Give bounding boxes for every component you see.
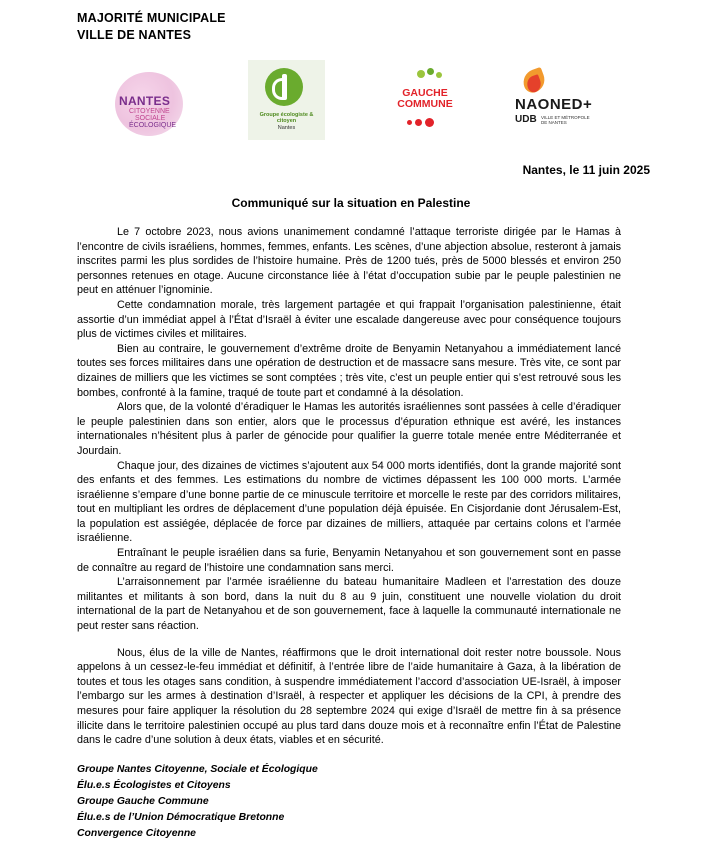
paragraph: L’arraisonnement par l’armée israélienne du bateau humanitaire Madleen et l’arrestation des douze militantes et militants à son bord, dans la nuit du 8 au 9 juin, constituent une nouvelle violation du droit international de la part de Netanyahou et de son gouvernement, face à laquelle la communauté internationale ne peut rester sans réaction. <box>77 576 621 633</box>
document-body <box>77 225 621 748</box>
paragraph: Le 7 octobre 2023, nous avions unanimement condamné l’attaque terroriste dirigée par le Hamas à l’encontre de civils israéliens, hommes, femmes, enfants. Les scènes, d’une abjection absolue, resteront à jamais inscrites parmi les plus sordides de l’histoire humaine. Près de 1200 tués, près de 5000 blessés et environ 250 personnes retenues en otage. Aucune circonstance liée à l’état d’occupation subie par le peuple palestinien ne peut en atténuer l’ignominie. <box>77 226 621 297</box>
logo-text: UDB <box>515 114 537 125</box>
logo-text: NAONED+ <box>515 96 593 113</box>
paragraph: Entraînant le peuple israélien dans sa furie, Benyamin Netanyahou et son gouvernement sont en passe de connaître au regard de l’histoire une condamnation sans merci. <box>77 547 621 574</box>
ecologiste-logo <box>248 60 325 140</box>
paragraph: Bien au contraire, le gouvernement d’extrême droite de Benyamin Netanyahou a immédiatement lancé toutes ses forces militaires dans une opération de destruction et de massacre sans mesure. Très vite, ce sont par dizaines de milliers que les victimes se sont comptées ; très vite, c’est un peuple entier qui s’est retrouvé sous les bombes, confronté à la famine, traqué de toute part et condamné à la désolation. <box>77 342 621 399</box>
dot-icon <box>415 119 422 126</box>
logo-text: NANTES <box>119 94 171 108</box>
signatures <box>77 762 318 842</box>
document-date: Nantes, le 11 juin 2025 <box>522 163 650 177</box>
signature-line: Groupe Gauche Commune <box>77 796 209 807</box>
logo-text: VILLE ET MÉTROPOLE DE NANTES <box>541 115 590 125</box>
paragraph: Chaque jour, des dizaines de victimes s’ajoutent aux 54 000 morts identifiés, dont la grande majorité sont des enfants et des femmes. Les estimations du nombre de victimes dépassent les 100 000 morts. L’armée israélienne s’empare d’une bonne partie de ce minuscule territoire et morcelle le reste par des corridors militaires, tout en multipliant les ordres de déplacement d’une population déjà épuisée. En Cisjordanie dont Jérusalem-Est, la population est assiégée, déplacée de force par dizaines de milliers, attaquée par certains colons et l’armée israélienne. <box>77 459 621 545</box>
signature-line: Convergence Citoyenne <box>77 828 196 839</box>
logo-text: GAUCHE COMMUNE <box>397 87 453 110</box>
dot-icon <box>407 120 412 125</box>
logos-row <box>0 60 702 140</box>
header-line-2: VILLE DE NANTES <box>77 28 192 42</box>
nantes-citoyenne-logo <box>115 72 187 144</box>
logo-text: ÉCOLOGIQUE <box>129 122 177 129</box>
gauche-commune-logo <box>395 66 460 136</box>
dot-icon <box>427 68 434 75</box>
document-header <box>77 10 226 44</box>
naoned-udb-logo <box>515 68 605 140</box>
logo-text: SOCIALE <box>135 115 166 122</box>
signature-line: Groupe Nantes Citoyenne, Sociale et Écologique <box>77 764 318 775</box>
paragraph: Alors que, de la volonté d’éradiquer le Hamas les autorités israéliennes sont passées à celle d’éradiquer le peuple palestinien dans son entier, alors que le processus d’épuration ethnique est avéré, les instances internationales n’hésitent plus à parler de génocide pour qualifier la guerre totale menée entre Méditerranée et Jourdain. <box>77 401 621 457</box>
signature-line: Élu.e.s Écologistes et Citoyens <box>77 780 231 791</box>
signature-line: Élu.e.s de l’Union Démocratique Bretonne <box>77 812 285 823</box>
logo-text: Groupe écologiste & citoyen <box>259 112 314 124</box>
logo-text: Nantes <box>277 125 296 131</box>
paragraph: Cette condamnation morale, très largement partagée et qui frappait l’organisation palestinienne, était assortie d’un immédiat appel à l’État d’Israël à éviter une escalade dangereuse avec pour conséquence toujours plus de victimes civiles et militaires. <box>77 298 621 341</box>
dot-icon <box>425 118 434 127</box>
paragraph: Nous, élus de la ville de Nantes, réaffirmons que le droit international doit rester notre boussole. Nous appelons à un cessez-le-feu immédiat et définitif, à l’entrée libre de l’aide humanitaire à Gaza, à la libération de toutes et tous les otages sans condition, à suspendre immédiatement l’accord d’association UE-Israël, à imposer l’embargo sur les armes à destination d’Israël, à respecter et appliquer les décisions de la CPI, à prendre des mesures pour faire appliquer la résolution du 28 septembre 2024 qui exige d’Israël de mettre fin à sa présence illicite dans le territoire palestinien occupé au plus tard dans douze mois et à reconnaître enfin l’État de Palestine dans le cadre d’une solution à deux états, viables et en sécurité. <box>77 646 621 747</box>
dot-icon <box>436 72 442 78</box>
dot-icon <box>417 70 425 78</box>
logo-text: CITOYENNE <box>129 108 170 115</box>
page-title: Communiqué sur la situation en Palestine <box>231 196 471 210</box>
header-line-1: MAJORITÉ MUNICIPALE <box>77 11 226 25</box>
